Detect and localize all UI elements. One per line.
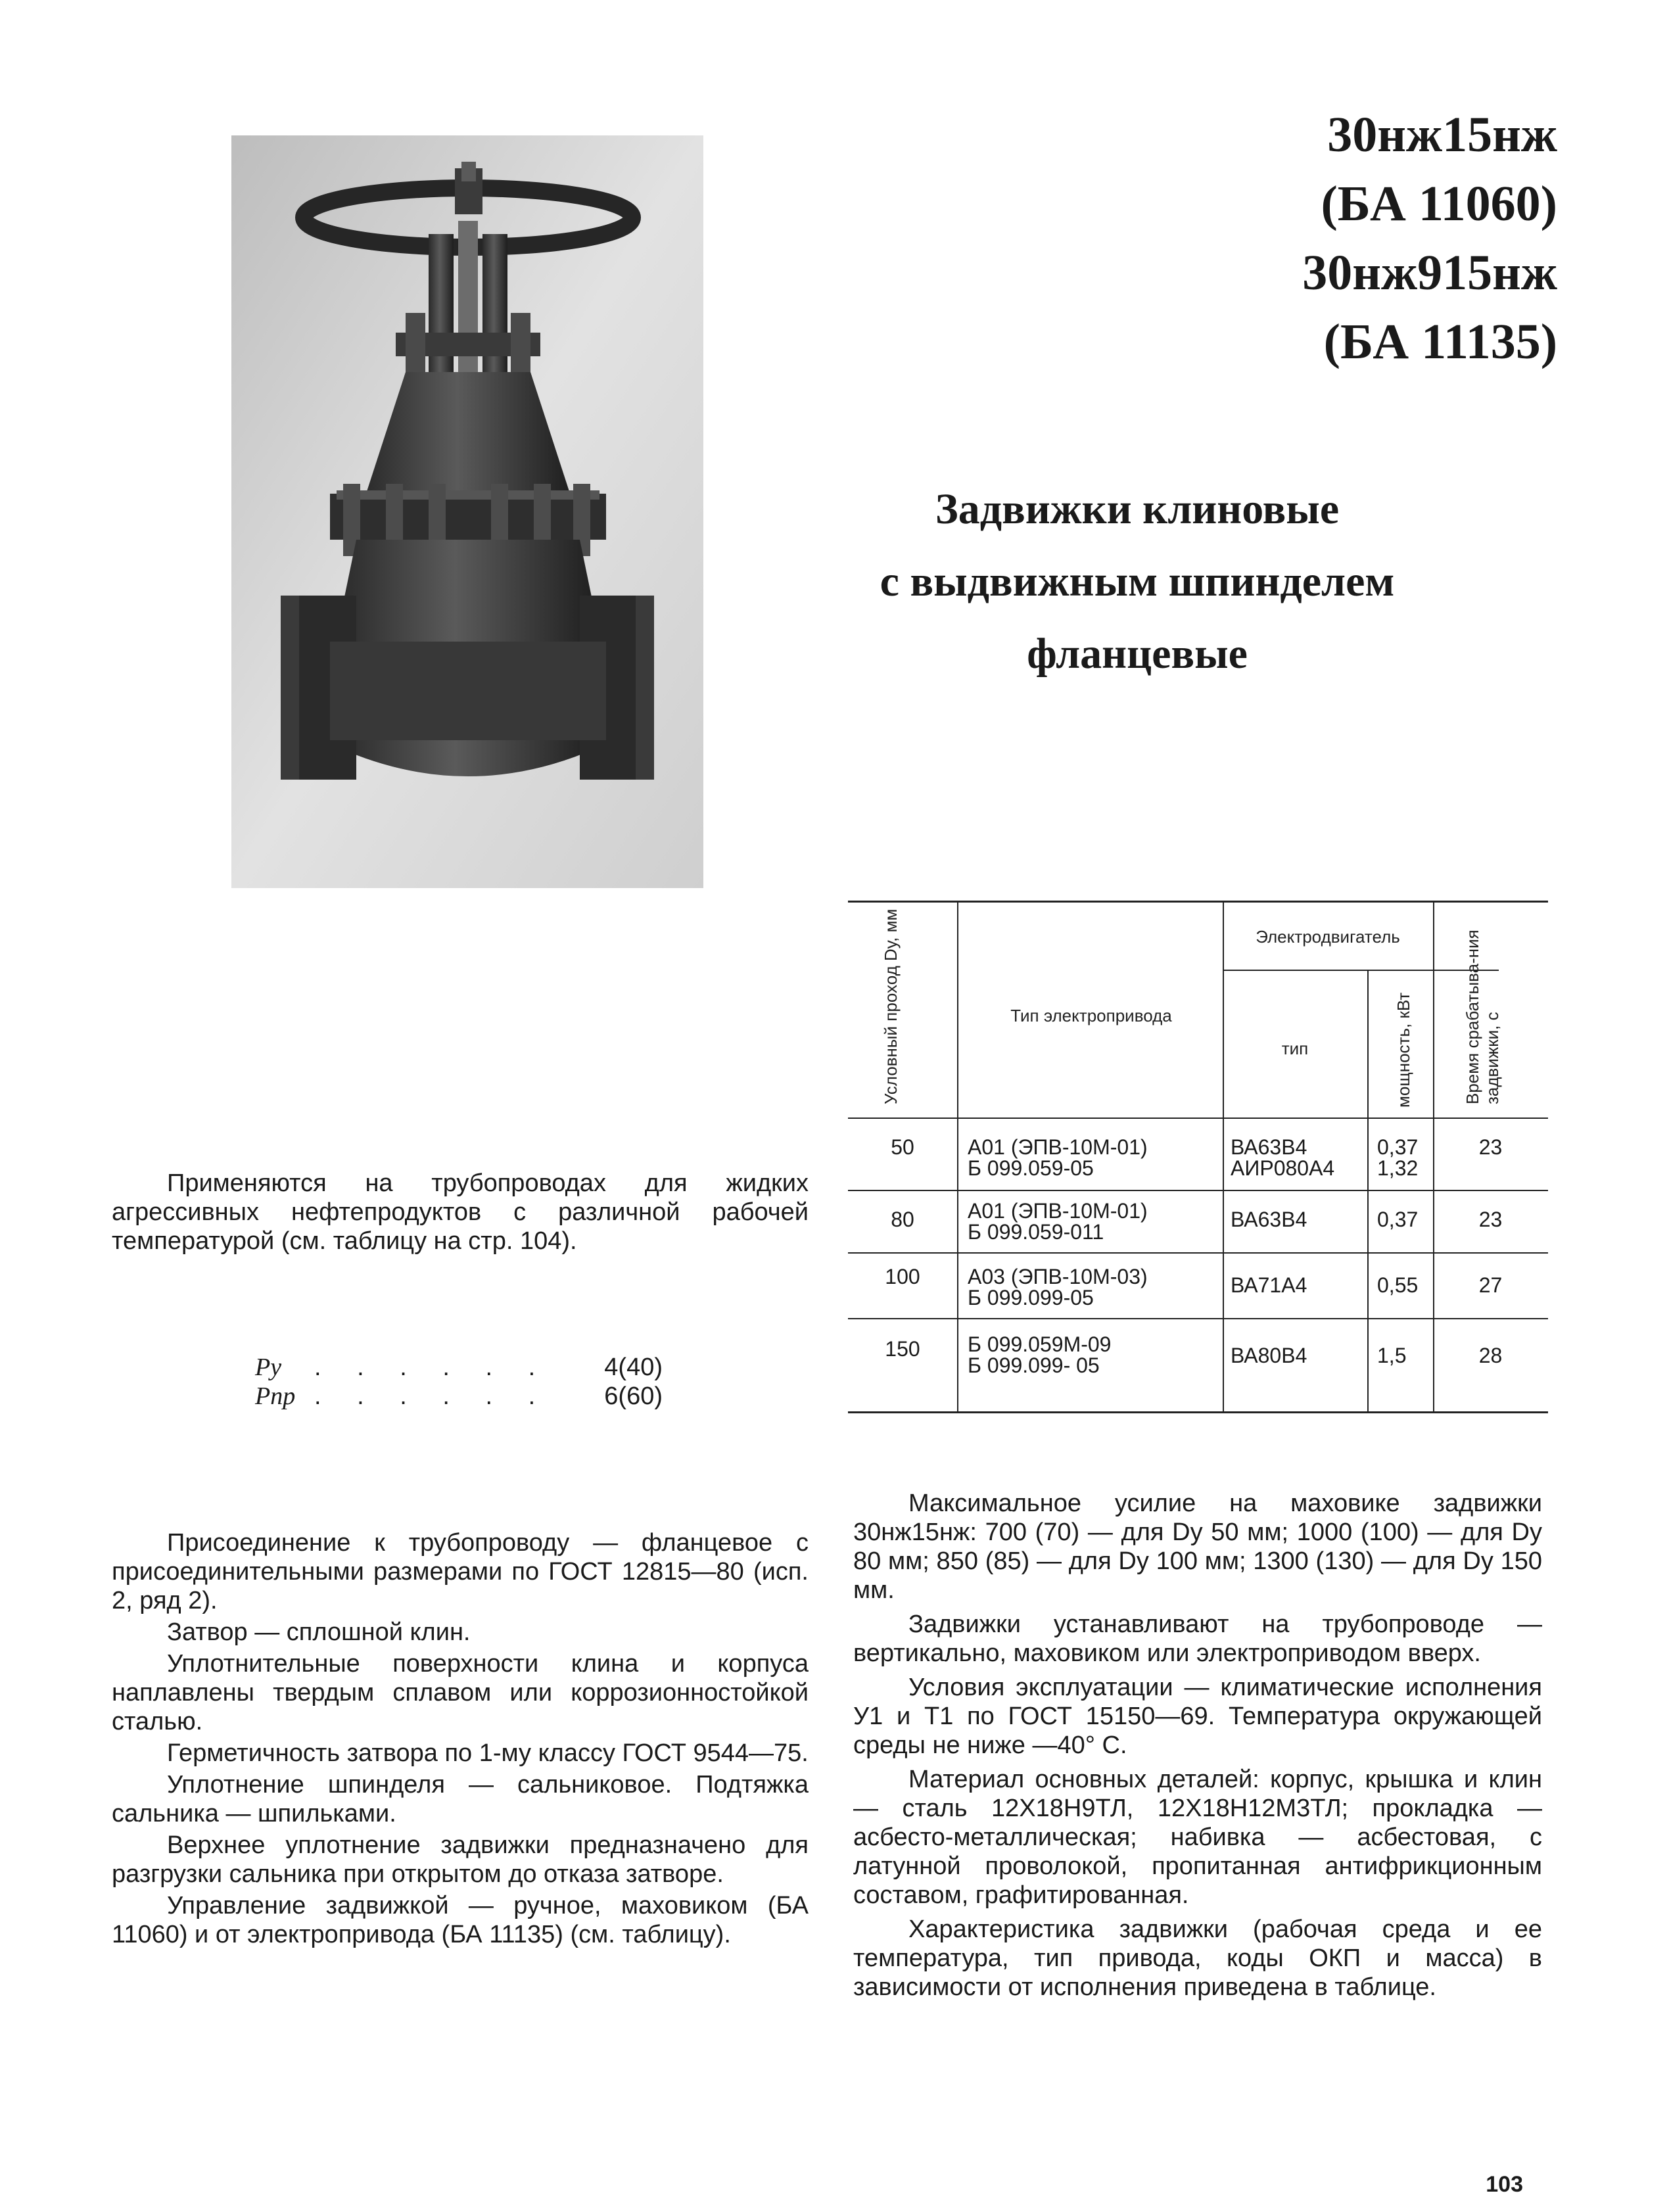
table-row-divider — [848, 1318, 1548, 1319]
installation-paragraph: Задвижки устанавливают на трубопроводе — вертикально, маховиком или электроприводом вверх. — [853, 1611, 1542, 1667]
table-row-divider — [848, 1252, 1548, 1254]
header-drive-type: Тип электропривода — [1010, 1006, 1172, 1025]
cell-nominal: 80 — [891, 1208, 914, 1231]
cell-drive: Б 099.099- 05 — [968, 1353, 1100, 1377]
cell-motor-type: ВА63В4 — [1231, 1135, 1307, 1159]
cell-response-time: 28 — [1478, 1344, 1503, 1367]
control-paragraph: Управление задвижкой — ручное, маховиком (БА 11060) и от электропривода (БА 11135) (см. таблицу). — [112, 1892, 809, 1948]
pressure-label: Pпр — [255, 1382, 296, 1410]
model-code-2: 30нж915нж — [1302, 245, 1557, 300]
operating-conditions-paragraph: Условия эксплуатации — климатические исполнения У1 и Т1 по ГОСТ 15150—69. Температура окружающей среды не ниже —40° С. — [853, 1674, 1542, 1759]
table-col-rule — [1367, 970, 1369, 1411]
model-code-2-alt: (БА 11135) — [1323, 314, 1557, 369]
header-response-time: Время срабатыва-ния задвижки, с — [1463, 930, 1502, 1104]
cell-drive: Б 099.059-05 — [968, 1156, 1094, 1180]
leader-dots: . . . . . . — [314, 1382, 550, 1410]
table-rule-bottom — [848, 1411, 1548, 1413]
stem-seal-paragraph: Уплотнение шпинделя — сальниковое. Подтяжка сальника — шпильками. — [112, 1771, 809, 1827]
pressure-row-nominal — [255, 1353, 663, 1382]
cell-drive: А01 (ЭПВ-10М-01) — [968, 1199, 1148, 1223]
materials-paragraph: Материал основных деталей: корпус, крышка и клин — сталь 12Х18Н9ТЛ, 12Х18Н12М3ТЛ; прокладка — асбесто-металлическая; набивка — асбестовая, с латунной проволокой, пропитанная антифрикционным составом, графитированная. — [853, 1766, 1542, 1909]
table-row-divider — [848, 1190, 1548, 1191]
cell-drive: А03 (ЭПВ-10М-03) — [968, 1265, 1148, 1288]
table-col-rule — [957, 901, 958, 1411]
header-motor-type: тип — [1281, 1039, 1309, 1058]
table-rule-motor-group — [1223, 970, 1499, 971]
cell-drive: А01 (ЭПВ-10М-01) — [968, 1135, 1148, 1159]
cell-motor-power: 0,55 — [1377, 1273, 1419, 1297]
cell-drive: Б 099.059-011 — [968, 1220, 1104, 1244]
cell-motor-type: ВА71А4 — [1231, 1273, 1307, 1297]
leader-dots: . . . . . . — [314, 1353, 550, 1381]
cell-motor-power: 1,32 — [1377, 1156, 1419, 1180]
cell-nominal: 50 — [891, 1135, 914, 1159]
cell-response-time: 23 — [1478, 1208, 1503, 1231]
page-title-line-3: фланцевые — [1027, 630, 1248, 678]
page-number: 103 — [1486, 2172, 1523, 2197]
cell-response-time: 27 — [1478, 1273, 1503, 1297]
pressure-value: 6(60) — [604, 1382, 663, 1410]
pressure-row-test — [255, 1382, 663, 1411]
header-nominal-size: Условный проход Dу, мм — [881, 908, 901, 1104]
gate-paragraph: Затвор — сплошной клин. — [167, 1618, 471, 1646]
intro-paragraph: Применяются на трубопроводах для жидких агрессивных нефтепродуктов с различной рабочей температурой (см. таблицу на стр. 104). — [112, 1169, 809, 1255]
cell-drive: Б 099.099-05 — [968, 1286, 1094, 1309]
cell-drive: Б 099.059М-09 — [968, 1332, 1112, 1356]
right-text-column — [853, 1489, 1542, 2002]
cell-motor-power: 0,37 — [1377, 1135, 1419, 1159]
valve-photo — [231, 135, 703, 888]
characteristics-paragraph: Характеристика задвижки (рабочая среда и ее температура, тип привода, коды ОКП и масса) в зависимости от исполнения приведена в таблице. — [853, 1916, 1542, 2001]
header-motor-group: Электродвигатель — [1256, 927, 1400, 947]
gate-valve-illustration — [231, 135, 703, 888]
page-title-line-1: Задвижки клиновые — [935, 485, 1340, 533]
cell-motor-power: 0,37 — [1377, 1208, 1419, 1231]
cell-motor-type: ВА80В4 — [1231, 1344, 1307, 1367]
page-title-line-2: с выдвижным шпинделем — [880, 557, 1395, 605]
cell-motor-type: ВА63В4 — [1231, 1208, 1307, 1231]
table-rule-header — [848, 1118, 1548, 1119]
tightness-paragraph: Герметичность затвора по 1-му классу ГОСТ 9544—75. — [167, 1739, 809, 1767]
cell-nominal: 150 — [885, 1337, 920, 1361]
cell-nominal: 100 — [885, 1265, 920, 1288]
connection-paragraph: Присоединение к трубопроводу — фланцевое с присоединительными размерами по ГОСТ 12815—80 (исп. 2, ряд 2). — [112, 1529, 809, 1614]
left-text-column — [112, 1528, 809, 1949]
table-col-rule — [1223, 901, 1224, 1411]
electric-drive-table — [848, 901, 1548, 1413]
header-motor-power: мощность, кВт — [1394, 992, 1413, 1108]
pressure-label: Pу — [255, 1353, 282, 1381]
cell-motor-type: АИР080А4 — [1231, 1156, 1335, 1180]
cell-motor-power: 1,5 — [1377, 1344, 1407, 1367]
cell-response-time: 23 — [1478, 1135, 1503, 1159]
table-rule-top — [848, 901, 1548, 903]
upper-seal-paragraph: Верхнее уплотнение задвижки предназначено для разгрузки сальника при открытом до отказа затворе. — [112, 1831, 809, 1888]
model-code-1: 30нж15нж — [1327, 107, 1557, 162]
model-code-1-alt: (БА 11060) — [1321, 176, 1557, 231]
pressure-value: 4(40) — [604, 1353, 663, 1381]
max-force-paragraph: Максимальное усилие на маховике задвижки 30нж15нж: 700 (70) — для Dу 50 мм; 1000 (100) — для Dу 80 мм; 850 (85) — для Dу 100 мм; 1300 (130) — для Dу 150 мм. — [853, 1490, 1542, 1604]
sealing-surfaces-paragraph: Уплотнительные поверхности клина и корпуса наплавлены твердым сплавом или коррозионностойкой сталью. — [112, 1650, 809, 1735]
